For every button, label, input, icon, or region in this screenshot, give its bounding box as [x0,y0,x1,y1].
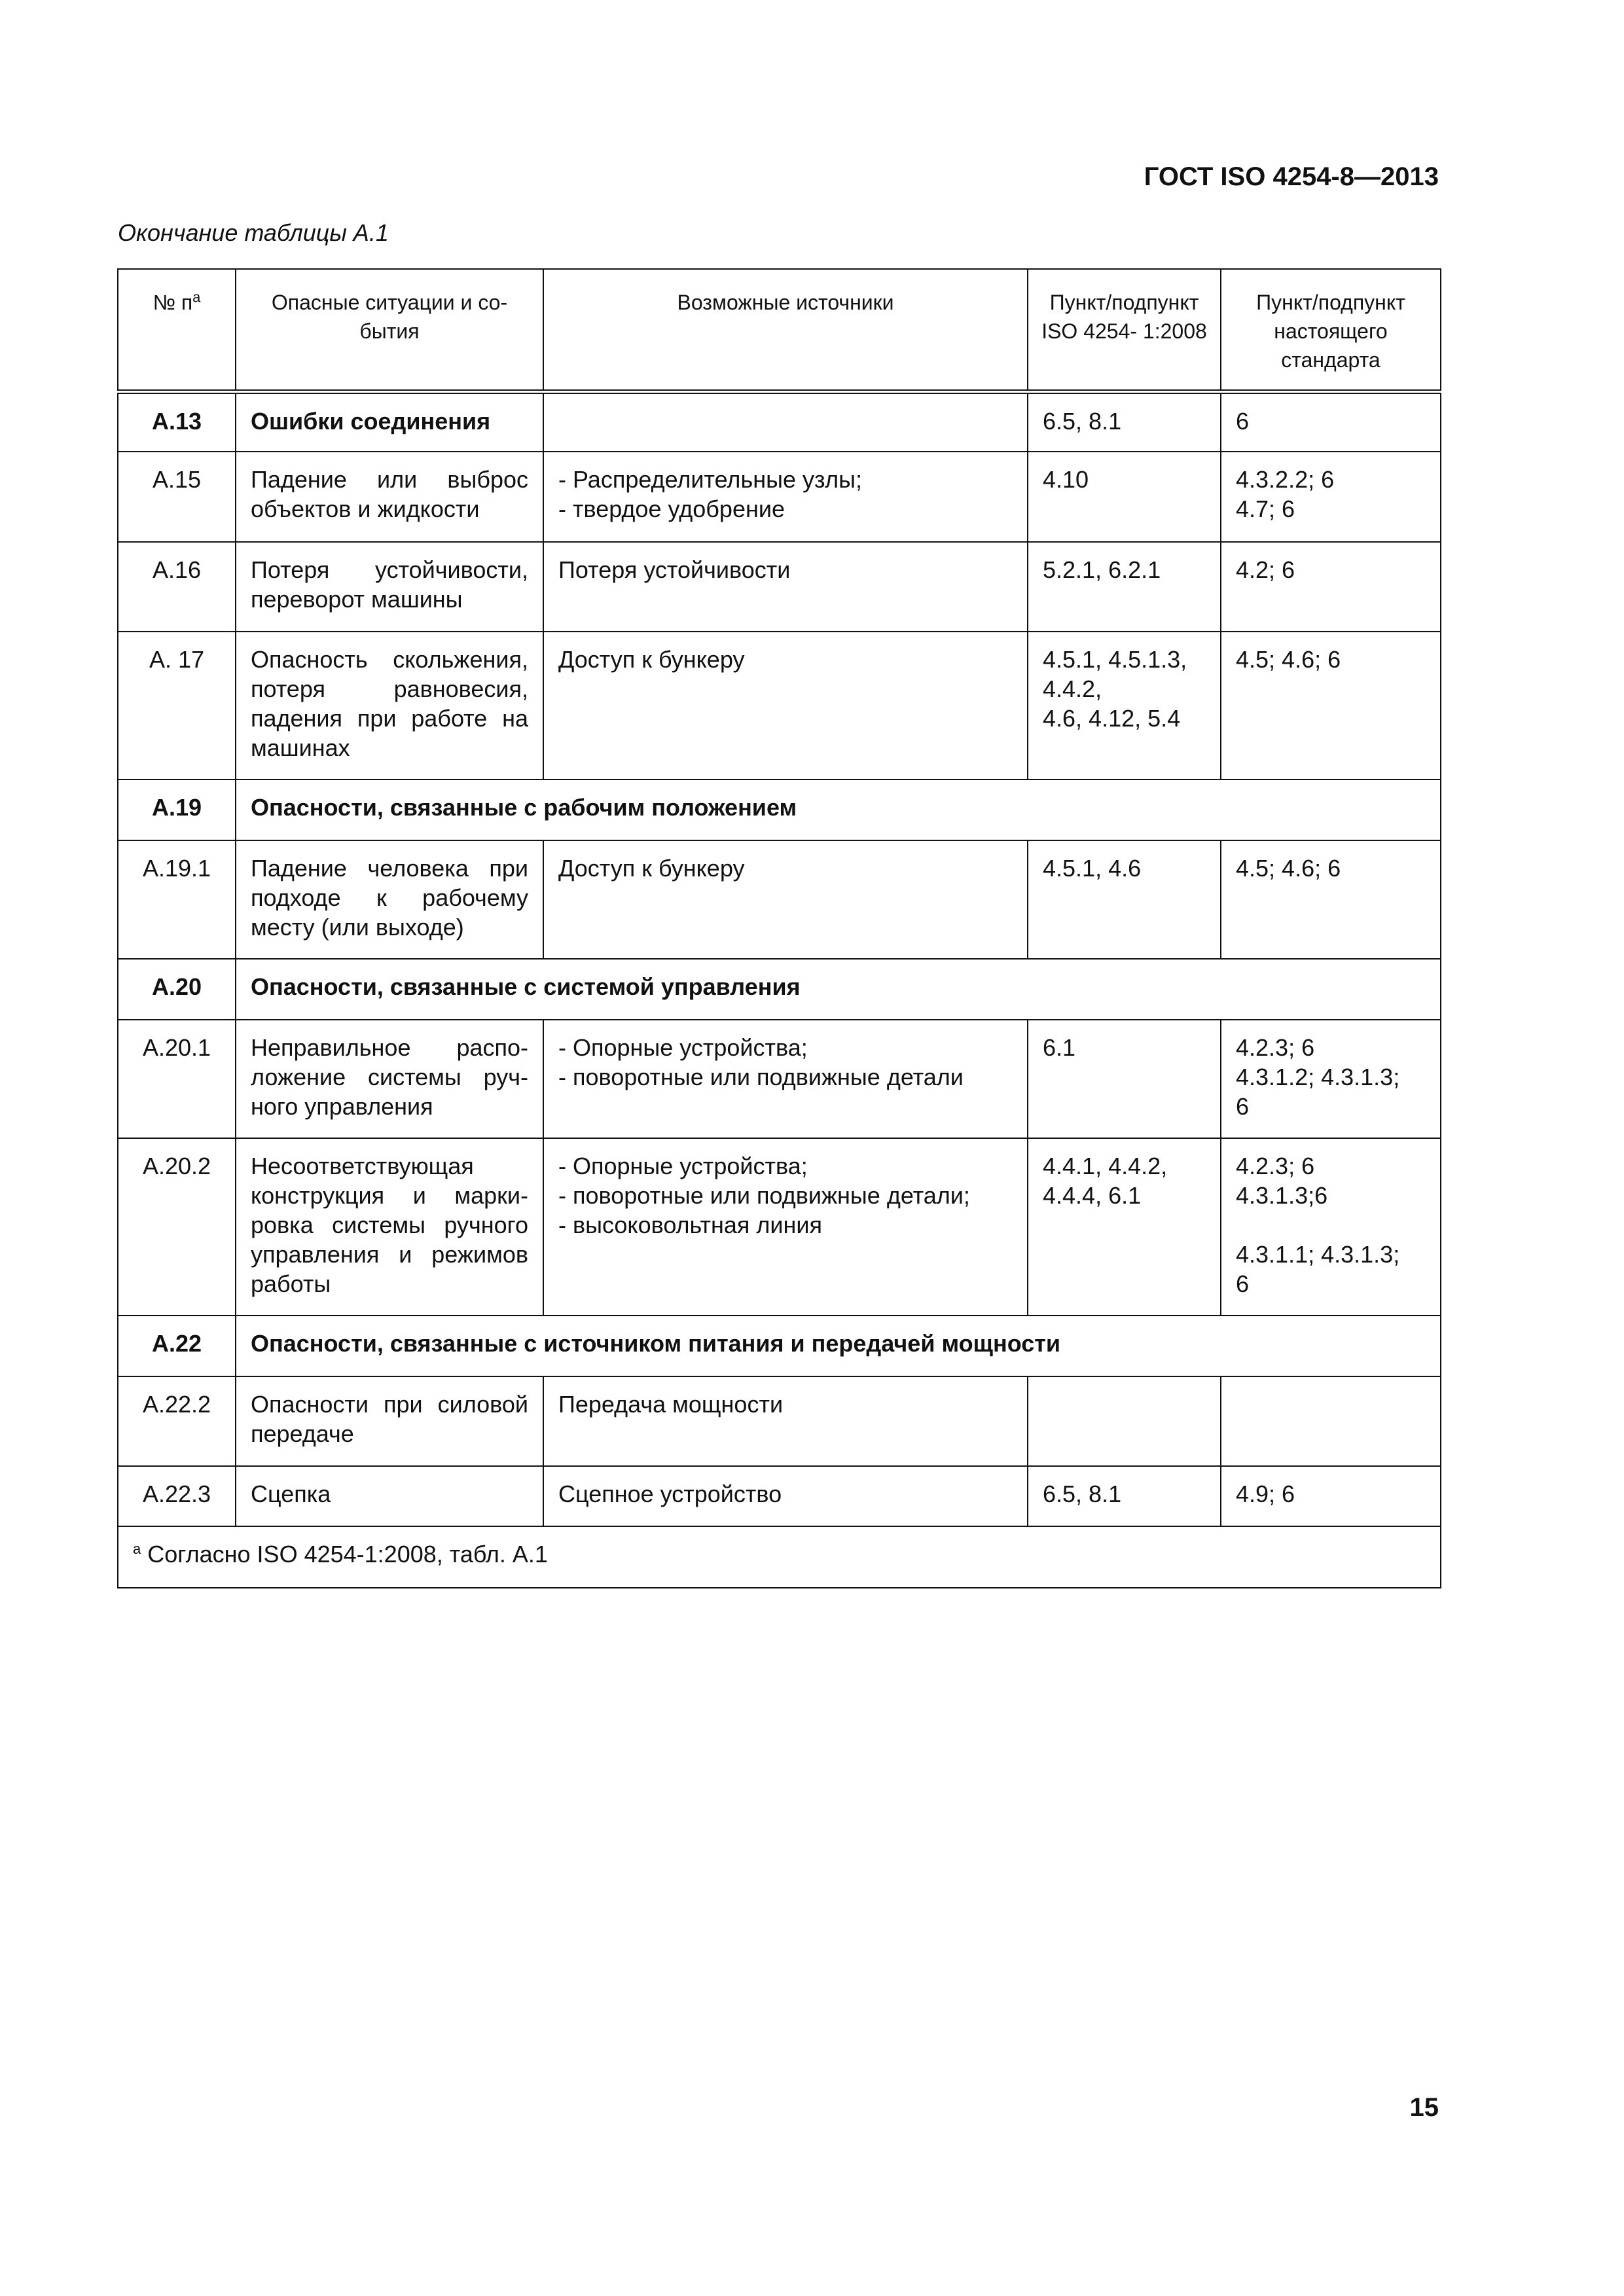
col-header-iso-clause: Пункт/подпункт ISO 4254- 1:2008 [1028,269,1221,392]
row-number: А.16 [118,542,236,632]
section-title: Опасности, связанные с системой управления [236,959,1441,1020]
table-section-row [118,1316,1441,1376]
row-source: - Опорные устройства; - поворотные или подвижные детали; - высоковольтная линия [543,1138,1028,1316]
table-header-row [118,269,1441,392]
table-row [118,542,1441,632]
row-standard-clause [1221,1376,1441,1466]
table-footnote-row [118,1526,1441,1588]
row-iso-clause: 4.5.1, 4.6 [1028,840,1221,959]
table-row [118,1376,1441,1466]
table-row [118,632,1441,780]
row-iso-clause: 6.5, 8.1 [1028,1466,1221,1526]
row-source [543,392,1028,452]
table-row [118,840,1441,959]
row-hazard: Падение или выброс объектов и жидкости [236,452,543,542]
row-standard-clause: 4.2; 6 [1221,542,1441,632]
row-iso-clause [1028,1376,1221,1466]
table-footnote [118,1526,1441,1588]
row-iso-clause: 4.4.1, 4.4.2, 4.4.4, 6.1 [1028,1138,1221,1316]
row-iso-clause: 5.2.1, 6.2.1 [1028,542,1221,632]
row-hazard: Ошибки соединения [236,392,543,452]
footnote-marker: a [133,1540,141,1557]
table-row [118,1020,1441,1138]
row-number: А.22.2 [118,1376,236,1466]
table-row [118,1138,1441,1316]
row-number: А.20.1 [118,1020,236,1138]
row-standard-clause: 4.2.3; 6 4.3.1.2; 4.3.1.3; 6 [1221,1020,1441,1138]
row-iso-clause: 6.5, 8.1 [1028,392,1221,452]
table-section-row [118,959,1441,1020]
row-hazard: Опасность скольжения, потеря равновесия, падения при работе на машинах [236,632,543,780]
row-source: - Опорные устройства; - поворотные или подвижные детали [543,1020,1028,1138]
row-source: Сцепное устройство [543,1466,1028,1526]
section-number: А.22 [118,1316,236,1376]
row-iso-clause: 4.5.1, 4.5.1.3, 4.4.2, 4.6, 4.12, 5.4 [1028,632,1221,780]
section-title: Опасности, связанные с рабочим положением [236,780,1441,840]
row-number: А. 17 [118,632,236,780]
table-row [118,1466,1441,1526]
col-header-standard-clause: Пункт/подпункт настоящего стандарта [1221,269,1441,392]
row-hazard: Несоответствующая конструкция и марки-ровка системы ручного управления и режимов работы [236,1138,543,1316]
row-number: А.13 [118,392,236,452]
row-standard-clause: 4.3.2.2; 6 4.7; 6 [1221,452,1441,542]
table-row [118,392,1441,452]
footnote-marker: a [192,289,201,306]
table-row [118,452,1441,542]
row-source: - Распределительные узлы; - твердое удобрение [543,452,1028,542]
document-header: ГОСТ ISO 4254-8—2013 [1144,162,1439,191]
row-number: А.15 [118,452,236,542]
row-hazard: Потеря устойчивости, переворот машины [236,542,543,632]
table-section-row [118,780,1441,840]
col-header-hazard: Опасные ситуации и со- бытия [236,269,543,392]
row-iso-clause: 6.1 [1028,1020,1221,1138]
row-source: Потеря устойчивости [543,542,1028,632]
row-standard-clause: 6 [1221,392,1441,452]
hazards-table [117,268,1441,1588]
row-hazard: Опасности при силовой передаче [236,1376,543,1466]
row-source: Передача мощности [543,1376,1028,1466]
row-number: А.22.3 [118,1466,236,1526]
row-standard-clause: 4.5; 4.6; 6 [1221,632,1441,780]
row-number: А.20.2 [118,1138,236,1316]
footnote-text: Согласно ISO 4254-1:2008, табл. А.1 [147,1540,548,1568]
page-number: 15 [1409,2093,1439,2122]
col-header-source: Возможные источники [543,269,1028,392]
row-hazard: Неправильное распо-ложение системы руч-ного управления [236,1020,543,1138]
row-standard-clause: 4.5; 4.6; 6 [1221,840,1441,959]
row-standard-clause: 4.2.3; 6 4.3.1.3;6 4.3.1.1; 4.3.1.3; 6 [1221,1138,1441,1316]
row-number: А.19.1 [118,840,236,959]
row-standard-clause: 4.9; 6 [1221,1466,1441,1526]
table-caption: Окончание таблицы А.1 [118,219,389,246]
row-source: Доступ к бункеру [543,840,1028,959]
section-number: А.20 [118,959,236,1020]
row-hazard: Сцепка [236,1466,543,1526]
col-header-number: № $п^a$ [118,269,236,392]
row-iso-clause: 4.10 [1028,452,1221,542]
section-title: Опасности, связанные с источником питания и передачей мощности [236,1316,1441,1376]
section-number: А.19 [118,780,236,840]
row-source: Доступ к бункеру [543,632,1028,780]
row-hazard: Падение человека при подходе к рабочему месту (или выходе) [236,840,543,959]
